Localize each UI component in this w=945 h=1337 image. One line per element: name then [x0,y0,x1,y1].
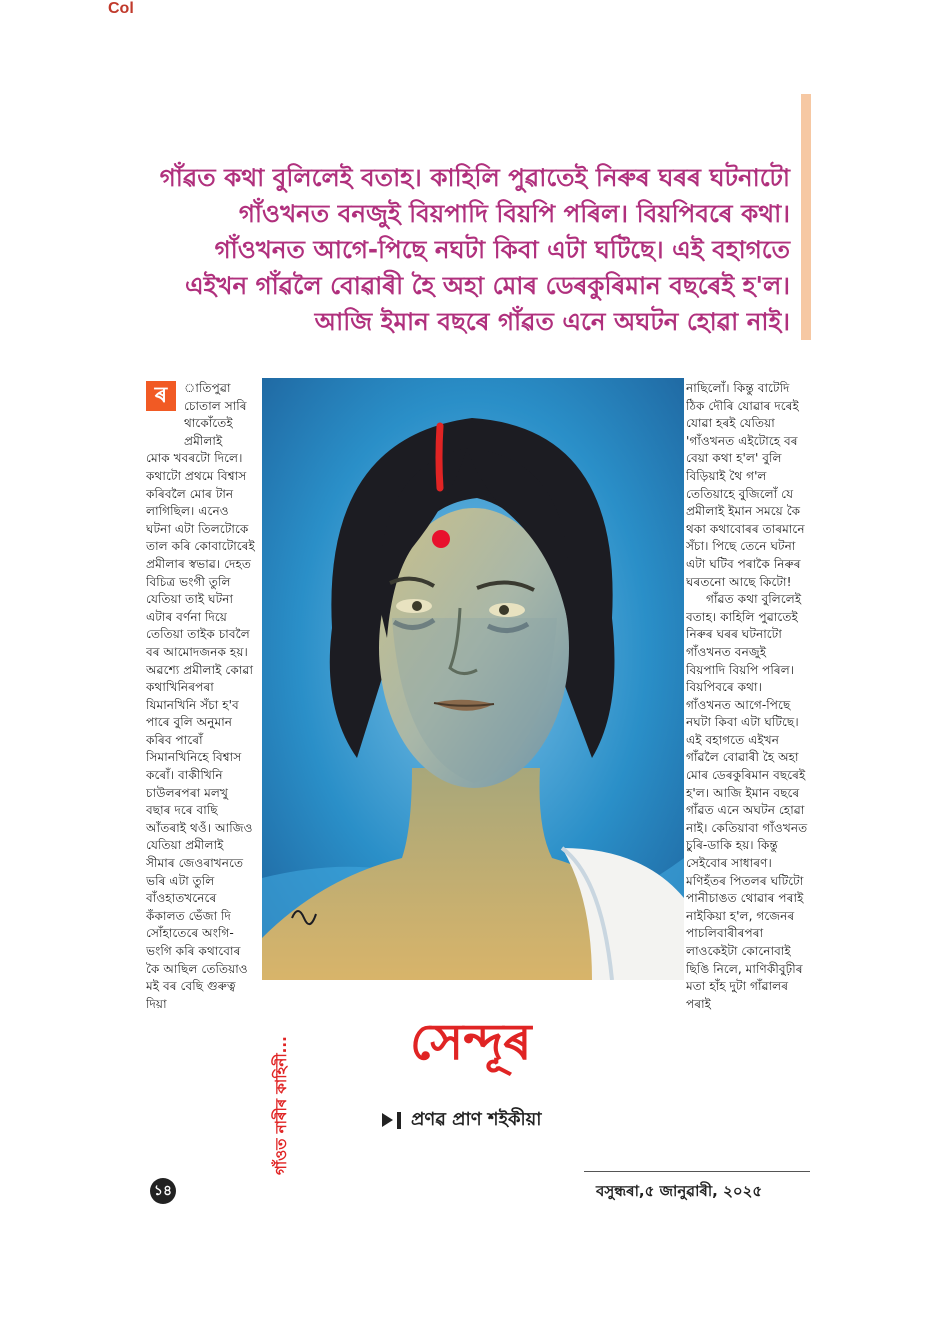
column1-line: াতিপুৱা [184,381,231,395]
series-label [268,1000,308,1175]
column1-line: থাকোঁতেই [184,416,233,431]
column1-line: চোতাল সাৰি [184,398,247,413]
author-name: প্ৰণৱ প্ৰাণ শইকীয়া [411,1109,542,1130]
byline [382,1105,542,1136]
corner-label: Col [108,0,134,17]
column3-text-1: নাছিলোঁ। কিন্তু বাটেদি ঠিক দৌৰি যোৱাৰ দৰেই যোৱা হৰই যেতিয়া 'গাঁওখনত এইটোহে বৰ বেয়া কথা হ'ল' বুলি বিড়িয়াই থৈ গ'ল তেতিয়াহে বুজিলোঁ যে প্ৰমীলাই ইমান সময়ে কৈ থকা কথাবোৰৰ তাৰমানে সঁচা। পিছে তেনে ঘটনা এটা ঘটিব পৰাকৈ নিৰুৰ ঘৰতনো আছে কিটো! [686,381,805,589]
footer-rule [584,1171,810,1172]
column1-text: মোক খবৰটো দিলে। কথাটো প্ৰথমে বিশ্বাস কৰিবলৈ মোৰ টান লাগিছিল। এনেও ঘটনা এটা তিলটোকে তাল কৰি কোবাটোৰেই প্ৰমীলাৰ স্বভাৱ। দেহত বিচিত্ৰ ভংগী তুলি যেতিয়া তাই ঘটনা এটাৰ বৰ্ণনা দিয়ে তেতিয়া তাইক চাবলৈ বৰ আমোদজনক হয়। অৱশ্যে প্ৰমীলাই কোৱা কথাখিনিৰপৰা যিমানখিনি সঁচা হ'ব পাৰে বুলি অনুমান কৰিব পাৰোঁ সিমানখিনিহে বিশ্বাস কৰোঁ। বাকীখিনি চাউলৰপৰা মলখু বছাৰ দৰে বাছি আঁতৰাই থওঁ। আজিও যেতিয়া প্ৰমীলাই সীমাৰ জেওৰাখনতে ভৰি এটা তুলি বাঁওহাতখনেৰে কঁকালত ভেঁজা দি সোঁহাতেৰে অংগি-ভংগি কৰি কথাবোৰ কৈ আছিল তেতিয়াও মই বৰ বেছি গুৰুত্ব দিয়া [146,451,255,1011]
body-column-1 [146,380,256,1170]
story-title: সেন্দূৰ [410,1013,532,1071]
page-number: ১৪ [150,1178,176,1204]
column1-line: প্ৰমীলাই [184,433,223,448]
body-column-3 [686,380,808,1170]
byline-bar [397,1112,401,1129]
column3-text-2: গাঁৱত কথা বুলিলেই বতাহ। কাহিলি পুৱাতেই নিৰুৰ ঘৰৰ ঘটনাটো গাঁওখনত বনজুই বিয়পাদি বিয়পি পৰিল। বিয়পিবৰে কথা। গাঁওখনত আগে-পিছে নঘটা কিবা এটা ঘটিছে। এই বহাগতে এইখন গাঁৱলৈ বোৱাৰী হৈ অহা মোৰ ডেৰকুৰিমান বছৰেই হ'ল। আজি ইমান বছৰে গাঁৱত এনে অঘটন হোৱা নাই। কেতিয়াবা গাঁওখনত চুৰি-ডাকি হয়। কিন্তু সেইবোৰ সাধাৰণ। মণিহঁতৰ পিতলৰ ঘটিটো পানীচাঙত থোৱাৰ পৰাই নাইকিয়া হ'ল, গজেনৰ পাচলিবাৰীৰপৰা লাওকেইটা কোনোবাই ছিঙি নিলে, মাণিকীবুঢ়ীৰ মতা হাঁহ দুটা গাঁৱালৰ পৰাই [686,592,808,1011]
story-illustration [262,378,684,980]
drop-cap: ৰ [146,381,176,411]
series-label-text: গাঁওত নাৰীৰ কাহিনী... [272,1036,290,1175]
play-arrow-icon [382,1113,393,1127]
pull-quote-bar [801,94,811,340]
footer-issue: বসুন্ধৰা,৫ জানুৱাৰী, ২০২৫ [596,1182,763,1200]
pull-quote: গাঁৱত কথা বুলিলেই বতাহ। কাহিলি পুৱাতেই নিৰুৰ ঘৰৰ ঘটনাটো গাঁওখনত বনজুই বিয়পাদি বিয়পি পৰিল। বিয়পিবৰে কথা। গাঁওখনত আগে-পিছে নঘটা কিবা এটা ঘটিছে। এই বহাগতে এইখন গাঁৱলৈ বোৱাৰী হৈ অহা মোৰ ডেৰকুৰিমান বছৰেই হ'ল। আজি ইমান বছৰে গাঁৱত এনে অঘটন হোৱা নাই। [159,163,790,336]
